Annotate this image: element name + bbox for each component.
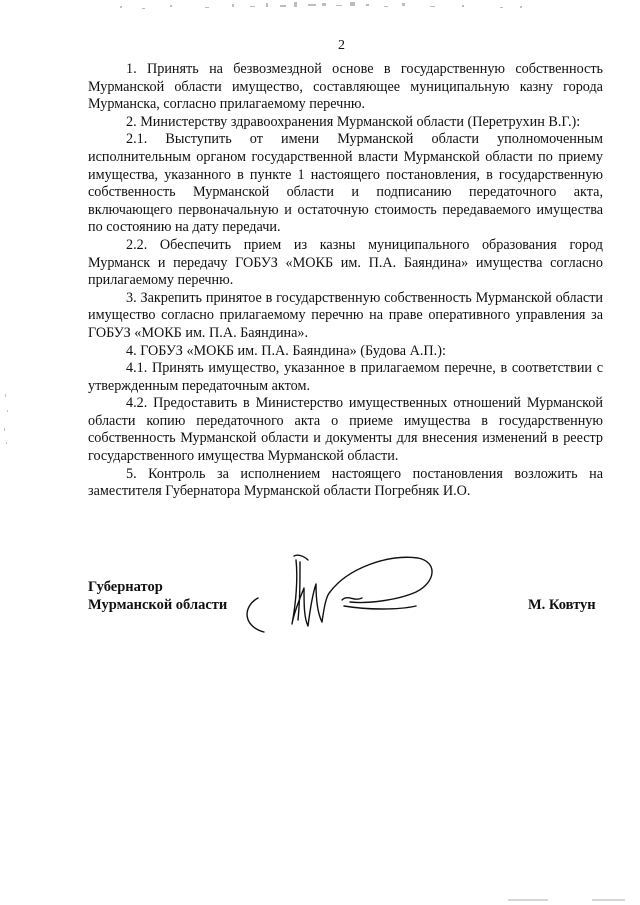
margin-scan-marks — [2, 390, 12, 450]
paragraph-3: 3. Закрепить принятое в государственную собственность Мурманской области имущество согласно прилагаемому перечню на праве оперативного управления за ГОБУЗ «МОКБ им. П.А. Баяндина». — [88, 289, 603, 341]
paragraph-4-2: 4.2. Предоставить в Министерство имущественных отношений Мурманской области копию передаточного акта о приеме имущества в государственную собственность Мурманской области и документы для внесения изменений в реестр государственного имущества Мурманской области. — [88, 395, 603, 465]
signatory-name: М. Ковтун — [528, 597, 596, 613]
signatory-title-line-2: Мурманской области — [88, 597, 228, 613]
signatory-title — [88, 578, 227, 614]
scan-noise-top — [0, 0, 640, 20]
scan-noise-bottom — [0, 890, 640, 905]
document-body — [88, 61, 603, 501]
paragraph-5: 5. Контроль за исполнением настоящего постановления возложить на заместителя Губернатора Мурманской области Погребняк И.О. — [88, 465, 603, 500]
handwritten-signature — [238, 548, 448, 638]
page-number: 2 — [338, 38, 345, 53]
paragraph-2-1: 2.1. Выступить от имени Мурманской области уполномоченным исполнительным органом государственной власти Мурманской области по приему имущества, указанного в пункте 1 настоящего постановления, в государственную собственность Мурманской области и подписанию передаточного акта, включающего первоначальную и остаточную стоимость передаваемого имущества по состоянию на дату передачи. — [88, 131, 603, 236]
paragraph-2: 2. Министерству здравоохранения Мурманской области (Перетрухин В.Г.): — [126, 113, 581, 130]
signatory-title-line-1: Губернатор — [88, 579, 163, 595]
paragraph-2-2: 2.2. Обеспечить прием из казны муниципального образования город Мурманск и передачу ГОБУЗ «МОКБ им. П.А. Баяндина» имущества согласно прилагаемому перечню. — [88, 236, 603, 289]
paragraph-1: 1. Принять на безвозмездной основе в государственную собственность Мурманской области имущество, составляющее муниципальную казну города Мурманска, согласно прилагаемому перечню. — [88, 61, 603, 113]
paragraph-4: 4. ГОБУЗ «МОКБ им. П.А. Баяндина» (Будова А.П.): — [126, 342, 446, 359]
paragraph-4-1: 4.1. Принять имущество, указанное в прилагаемом перечне, в соответствии с утвержденным передаточным актом. — [88, 360, 603, 394]
